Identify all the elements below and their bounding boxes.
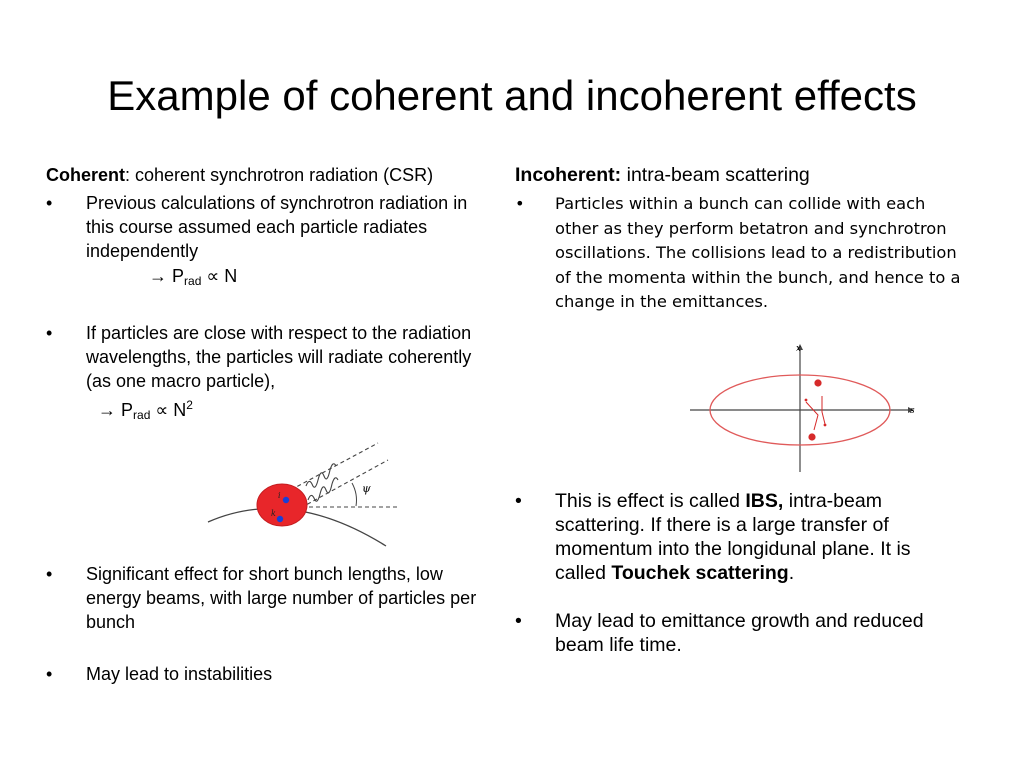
- incoherent-bullet-1: [515, 192, 965, 315]
- proportional-symbol: ∝: [206, 266, 220, 286]
- particle-k-label: k: [271, 509, 276, 518]
- bullet-marker: •: [46, 564, 53, 584]
- coherent-bullet-3: [46, 562, 486, 634]
- angle-label: ψ: [362, 482, 371, 495]
- formula-coherent-power: [98, 393, 486, 427]
- trajectory-point-2: [824, 424, 827, 427]
- bullet-marker: •: [46, 323, 53, 343]
- bullet-marker: •: [515, 610, 522, 632]
- bullet-marker: •: [515, 194, 525, 213]
- incoherent-bullet-3: [515, 609, 965, 657]
- incoherent-heading-bold: Incoherent:: [515, 164, 622, 186]
- coherent-bullet-3-text: Significant effect for short bunch lengths, low energy beams, with large number of particles per bunch: [86, 564, 477, 632]
- coherent-heading: [46, 163, 486, 187]
- incoherent-bullet-1-text: Particles within a bunch can collide with each other as they perform betatron and synchrotron oscillations. The collisions lead to a redistribution of the momenta within the bunch, and hence to a change in the emittances.: [555, 194, 961, 311]
- coherent-heading-bold: Coherent: [46, 165, 126, 185]
- power-subscript: rad: [133, 408, 151, 422]
- particle-upper: [814, 379, 821, 386]
- incoherent-column: [515, 163, 965, 315]
- ibs-text-end: .: [788, 562, 795, 584]
- trajectory-point-1: [805, 399, 808, 402]
- particle-k: [277, 516, 283, 522]
- formula-incoherent-power: [149, 264, 486, 293]
- incoherent-bullet-2: [515, 489, 965, 585]
- particle-lower: [808, 433, 815, 440]
- power-subscript: rad: [184, 274, 202, 288]
- coherent-bullet-1: [46, 191, 486, 263]
- touchek-term: Touchek scattering: [611, 562, 789, 584]
- ibs-diagram: [688, 342, 920, 476]
- incoherent-heading: [515, 163, 965, 187]
- incoherent-bullet-2-text: [555, 490, 911, 584]
- power-symbol: P: [121, 400, 134, 420]
- coherent-bullet-4: [46, 662, 486, 686]
- bullet-marker: •: [46, 193, 53, 213]
- particle-i: [283, 497, 289, 503]
- bullet-marker: •: [515, 490, 522, 512]
- coherent-heading-text: : coherent synchrotron radiation (CSR): [125, 165, 434, 185]
- particle-i-label: i: [278, 491, 281, 500]
- bullet-marker: •: [46, 664, 53, 684]
- ibs-text-middle: intra-beam scattering. If there is a large transfer of momentum into the longidunal plane. It is called: [555, 490, 911, 584]
- coherent-bullet-2: [46, 321, 486, 393]
- angle-arc: [352, 483, 357, 506]
- incoherent-heading-text: intra-beam scattering: [621, 164, 810, 186]
- arrow-symbol: →: [149, 266, 167, 286]
- x-axis-label: x: [796, 344, 802, 354]
- ibs-term: IBS,: [745, 490, 784, 512]
- radiation-ray-2: [295, 460, 388, 511]
- proportional-symbol: ∝: [155, 400, 169, 420]
- particle-count-symbol: N: [224, 266, 238, 286]
- incoherent-bullet-3-text: May lead to emittance growth and reduced beam life time.: [555, 610, 924, 656]
- incoherent-column-lower: [515, 489, 965, 657]
- slide-title: Example of coherent and incoherent effects: [107, 72, 917, 119]
- coherent-bullet-2-text: If particles are close with respect to the radiation wavelengths, the particles will radiate coherently (as one macro particle),: [86, 323, 472, 391]
- particle-count-symbol: N: [173, 400, 187, 420]
- arrow-symbol: →: [98, 400, 116, 420]
- squared-superscript: 2: [186, 398, 193, 412]
- s-axis-label: s: [910, 406, 915, 416]
- csr-diagram: [200, 436, 410, 551]
- coherent-column: [46, 163, 486, 427]
- coherent-bullet-4-text: May lead to instabilities: [86, 664, 273, 684]
- ibs-text-intro: This is effect is called: [555, 490, 746, 512]
- coherent-column-lower: [46, 562, 486, 686]
- power-symbol: P: [172, 266, 185, 286]
- coherent-bullet-1-text: Previous calculations of synchrotron radiation in this course assumed each particle radiates independently: [86, 193, 468, 261]
- trajectory-upper: [806, 402, 818, 430]
- wave-packet-1: [306, 464, 336, 487]
